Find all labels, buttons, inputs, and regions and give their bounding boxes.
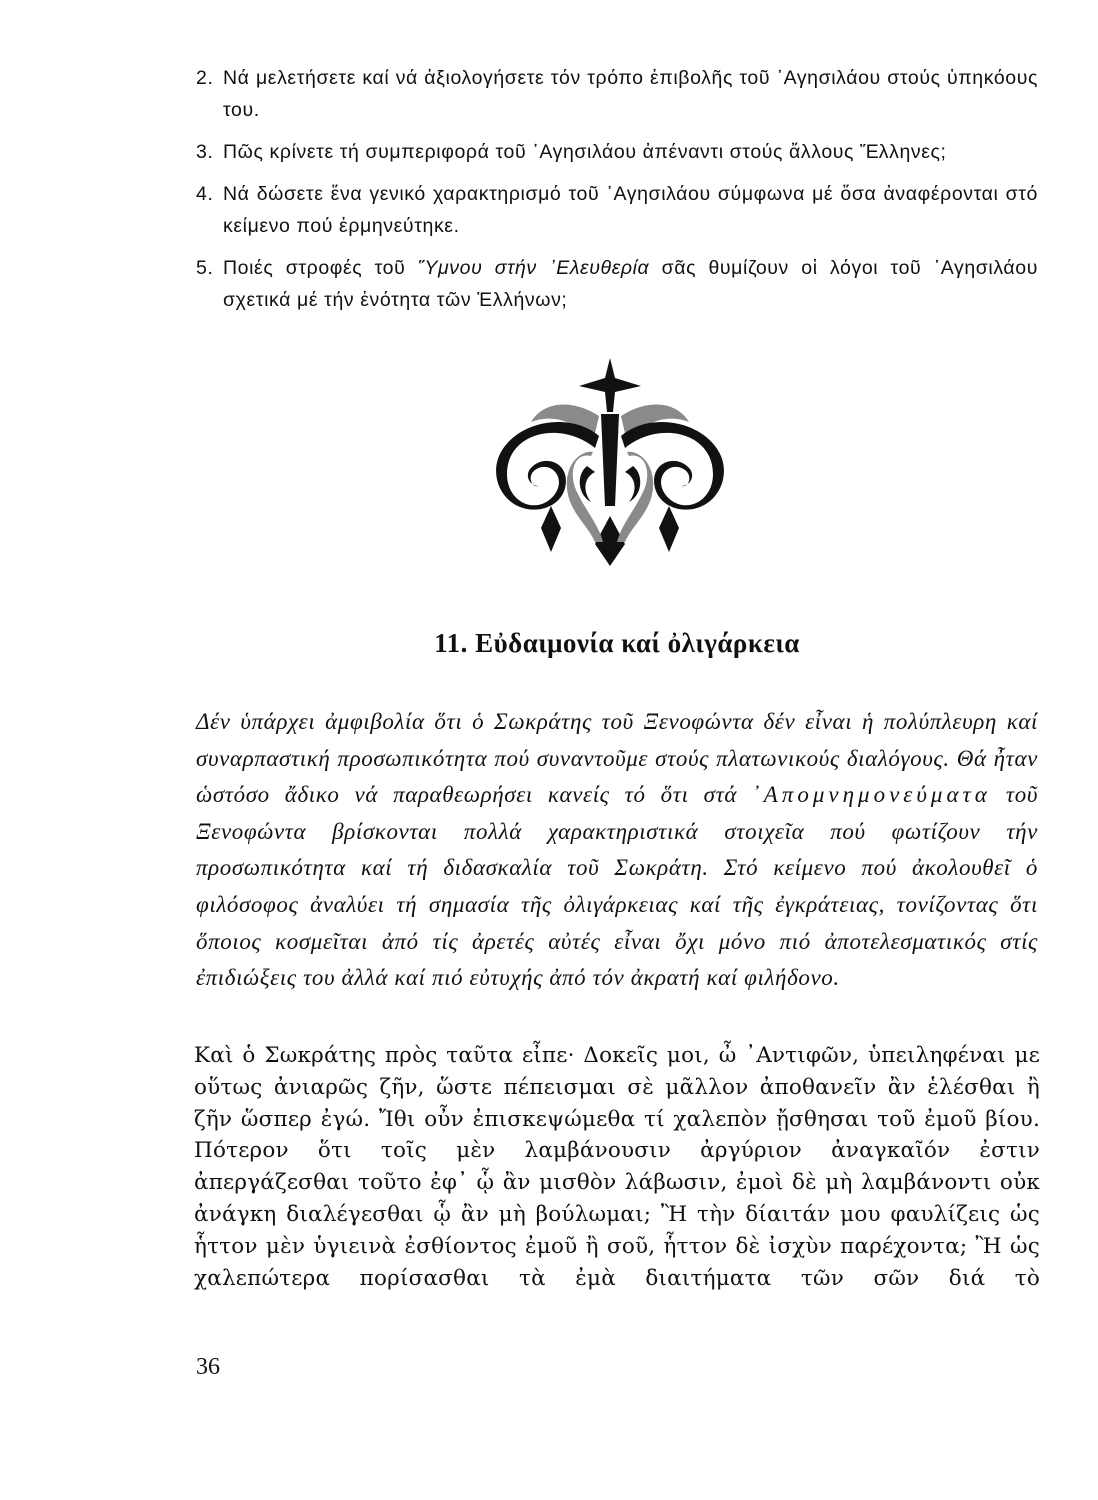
question-number: 5. <box>196 257 214 279</box>
ancient-greek-text: Καὶ ὁ Σωκράτης πρὸς ταῦτα εἶπε· Δοκεῖς μοι, ὦ ᾿Αντιφῶν, ὑπειληφέναι με οὕτως ἀνιαρῶς ζῆν, ὥστε πέπεισμαι σὲ μᾶλλον ἀποθανεῖν ἂν ἑλέσθαι ἢ ζῆν ὥσπερ ἐγώ. Ἴθι οὖν ἐπισκεψώμεθα τί χαλεπὸν ᾔσθησαι τοῦ ἐμοῦ βίου. Πότερον ὅτι τοῖς μὲν λαμβάνουσιν ἀργύριον ἀναγκαῖόν ἐστιν ἀπεργάζεσθαι τοῦτο ἐφ᾿ ᾧ ἂν μισθὸν λάβωσιν, ἐμοὶ δὲ μὴ λαμβάνοντι οὐκ ἀνάγκη διαλέγεσθαι ᾧ ἂν μὴ βούλωμαι; Ἢ τὴν δίαιτάν μου φαυλίζεις ὡς ἧττον μὲν ὑγιεινὰ ἐσθίοντος ἐμοῦ ἢ σοῦ, ἧττον δὲ ἰσχὺν παρέχοντα; Ἢ ὡς χαλεπώτερα πορίσασθαι τὰ ἐμὰ διαιτήματα τῶν σῶν διά τὸ <box>194 1043 1040 1291</box>
question-item <box>196 62 1038 126</box>
review-questions <box>196 62 1038 326</box>
intro-text-part1: Δέν ὑπάρχει ἀμφιβολία ὅτι ὁ Σωκράτης τοῦ Ξενοφώντα δέν εἶναι ἡ πολύπλευρη καί συναρπαστική προσωπικότητα πού συναντοῦμε στούς πλατωνικούς διαλόγους. Θά ἦταν ὡστόσο ἄδικο νά παραθεωρήσει κανείς τό ὅτι στά <box>196 709 1038 808</box>
question-text <box>223 257 1038 311</box>
work-title: ᾿Απομνημονεύματα <box>752 782 991 808</box>
question-item <box>196 252 1038 316</box>
question-text-after: σᾶς θυμίζουν οἱ λόγοι τοῦ ᾿Αγησιλάου σχετικά μέ τήν ἑνότητα τῶν Ἑλλήνων; <box>223 257 1038 311</box>
section-introduction <box>196 704 1038 997</box>
section-title: 11. Εὐδαιμονία καί ὀλιγάρκεια <box>434 628 800 658</box>
question-item <box>196 178 1038 242</box>
question-text: Νά δώσετε ἕνα γενικό χαρακτηρισμό τοῦ ᾿Αγησιλάου σύμφωνα μέ ὅσα ἀναφέρονται στό κείμενο πού ἑρμηνεύτηκε. <box>223 183 1038 237</box>
intro-text-part2: τοῦ Ξενοφώντα βρίσκονται πολλά χαρακτηριστικά στοιχεῖα πού φωτίζουν τήν προσωπικότητα καί τή διδασκαλία τοῦ Σωκράτη. Στό κείμενο πού ἀκολουθεῖ ὁ φιλόσοφος ἀναλύει τή σημασία τῆς ὀλιγάρκειας καί τῆς ἐγκράτειας, τονίζοντας ὅτι ὅποιος κοσμεῖται ἀπό τίς ἀρετές αὐτές εἶναι ὄχι μόνο πιό ἀποτελεσματικός στίς ἐπιδιώξεις του ἀλλά καί πιό εὐτυχής ἀπό τόν ἀκρατή καί φιλήδονο. <box>196 782 1038 991</box>
question-text: Πῶς κρίνετε τή συμπεριφορά τοῦ ᾿Αγησιλάου ἀπέναντι στούς ἄλλους Ἕλληνες; <box>223 141 947 163</box>
question-text-before: Ποιές στροφές τοῦ <box>223 257 418 279</box>
question-number: 3. <box>196 141 214 163</box>
question-item <box>196 136 1038 168</box>
question-number: 4. <box>196 183 214 205</box>
page-number: 36 <box>196 1354 220 1380</box>
decorative-fleuron-icon <box>491 356 729 568</box>
question-number: 2. <box>196 67 214 89</box>
question-text: Νά μελετήσετε καί νά ἀξιολογήσετε τόν τρόπο ἐπιβολῆς τοῦ ᾿Αγησιλάου στούς ὑπηκόους του. <box>223 67 1038 121</box>
poem-title: Ὕμνου στήν ᾿Ελευθερία <box>417 257 650 279</box>
